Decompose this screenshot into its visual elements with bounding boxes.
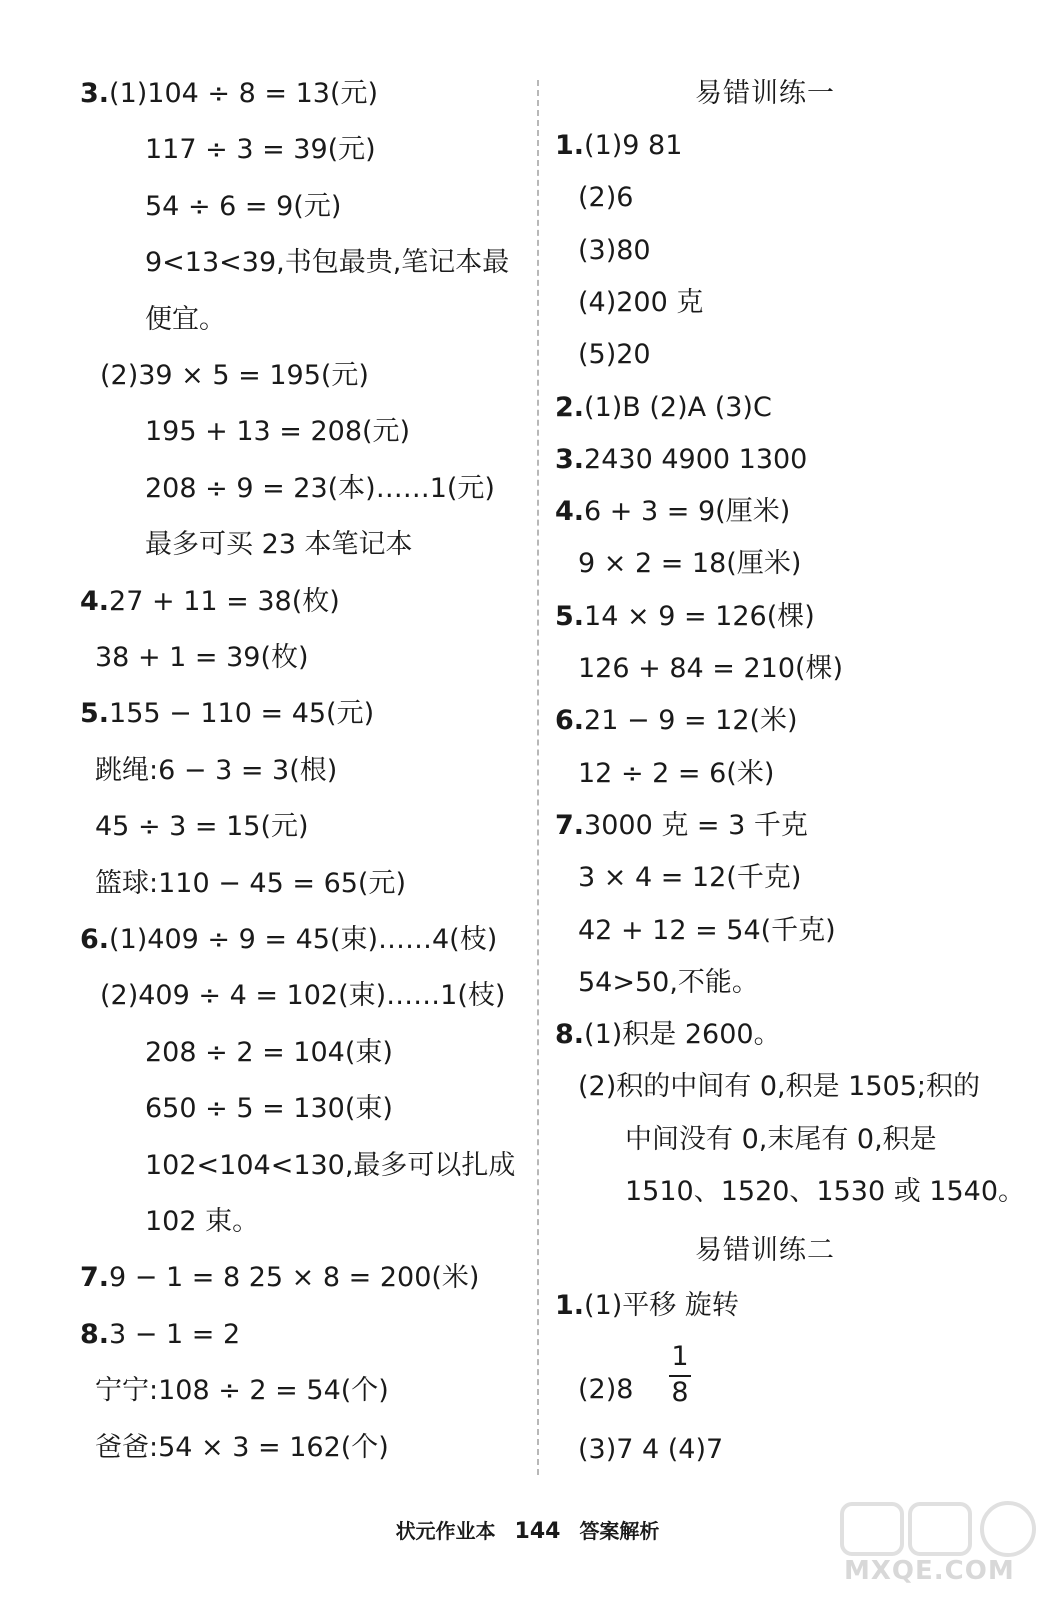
answer-line xyxy=(145,245,509,281)
answer-text: (2)409 ÷ 4 = 102(束)……1(枝) xyxy=(100,980,506,1011)
answer-line xyxy=(555,442,807,478)
answer-line xyxy=(95,866,406,902)
answer-text: 便宜。 xyxy=(145,304,226,335)
answer-text: (1)平移 旋转 xyxy=(584,1290,739,1321)
answer-text: 21 − 9 = 12(米) xyxy=(584,705,798,736)
answer-line xyxy=(100,978,505,1014)
answer-line xyxy=(578,546,801,582)
fraction-numerator: 1 xyxy=(671,1341,689,1372)
answer-text: 45 ÷ 3 = 15(元) xyxy=(95,811,309,842)
question-number: 5. xyxy=(555,601,585,632)
answer-text: 最多可买 23 本笔记本 xyxy=(145,529,413,560)
answer-text: 155 − 110 = 45(元) xyxy=(109,698,375,729)
answer-line xyxy=(578,337,651,373)
answer-line xyxy=(555,128,682,164)
answer-line xyxy=(95,1373,389,1409)
answer-line xyxy=(145,132,376,168)
answer-line xyxy=(95,753,337,789)
answer-text: 篮球:110 − 45 = 65(元) xyxy=(95,868,406,899)
question-number: 7. xyxy=(555,810,585,841)
question-number: 6. xyxy=(555,705,585,736)
answer-text: 12 ÷ 2 = 6(米) xyxy=(578,758,775,789)
answer-line xyxy=(625,1122,937,1158)
question-number: 3. xyxy=(80,78,110,109)
answer-line xyxy=(95,640,309,676)
page-number: 144 xyxy=(514,1519,561,1544)
answer-line xyxy=(555,494,790,530)
answer-text: 跳绳:6 − 3 = 3(根) xyxy=(95,755,338,786)
answer-line xyxy=(555,1017,781,1053)
answer-line xyxy=(578,285,703,321)
answer-text: (2)39 × 5 = 195(元) xyxy=(100,360,369,391)
answer-text: 38 + 1 = 39(枚) xyxy=(95,642,309,673)
answer-line xyxy=(555,808,808,844)
footer-book-title: 状元作业本 xyxy=(395,1519,496,1543)
answer-line xyxy=(145,527,413,563)
answer-text: 3 × 4 = 12(千克) xyxy=(578,862,802,893)
answer-line xyxy=(625,1174,1025,1210)
question-number: 4. xyxy=(555,496,585,527)
answer-line xyxy=(80,1317,240,1353)
question-number: 6. xyxy=(80,924,110,955)
answer-text: (1)104 ÷ 8 = 13(元) xyxy=(109,78,379,109)
answer-text: (2)积的中间有 0,积是 1505;积的 xyxy=(578,1071,980,1102)
answer-text: 102<104<130,最多可以扎成 xyxy=(145,1150,516,1181)
answer-text: 102 束。 xyxy=(145,1206,260,1237)
question-number: 4. xyxy=(80,586,110,617)
answer-line xyxy=(555,390,772,426)
answer-line xyxy=(578,1069,980,1105)
answer-line xyxy=(555,703,798,739)
answer-text: 9 × 2 = 18(厘米) xyxy=(578,548,802,579)
question-number: 8. xyxy=(555,1019,585,1050)
watermark-logo xyxy=(836,1500,1046,1592)
answer-line xyxy=(578,233,651,269)
answer-line xyxy=(578,180,633,216)
question-number: 3. xyxy=(555,444,585,475)
answer-text: 爸爸:54 × 3 = 162(个) xyxy=(95,1432,389,1463)
answer-text: 27 + 11 = 38(枚) xyxy=(109,586,340,617)
question-number: 1. xyxy=(555,1290,585,1321)
answer-line xyxy=(145,1091,393,1127)
answer-line xyxy=(80,1260,479,1296)
answer-text: 1510、1520、1530 或 1540。 xyxy=(625,1176,1026,1207)
answer-text: (5)20 xyxy=(578,339,651,370)
answer-text: 9 − 1 = 8 25 × 8 = 200(米) xyxy=(109,1262,480,1293)
answer-text: 54 ÷ 6 = 9(元) xyxy=(145,191,342,222)
answer-text: 126 + 84 = 210(棵) xyxy=(578,653,844,684)
question-number: 2. xyxy=(555,392,585,423)
answer-text: 195 + 13 = 208(元) xyxy=(145,416,411,447)
question-number: 1. xyxy=(555,130,585,161)
answer-line xyxy=(145,471,495,507)
answer-line xyxy=(578,913,836,949)
answer-text: (1)409 ÷ 9 = 45(束)……4(枝) xyxy=(109,924,498,955)
answer-text: 14 × 9 = 126(棵) xyxy=(584,601,815,632)
answer-line xyxy=(95,1430,389,1466)
answer-line xyxy=(578,651,843,687)
answer-line xyxy=(80,922,497,958)
watermark-text: MXQE.COM xyxy=(844,1556,1015,1586)
answer-line xyxy=(80,76,378,112)
answer-text: 2430 4900 1300 xyxy=(584,444,808,475)
question-number: 8. xyxy=(80,1319,110,1350)
answer-text: (3)80 xyxy=(578,235,651,266)
answer-line xyxy=(145,1148,515,1184)
answer-line xyxy=(100,358,369,394)
answer-text: (1)B (2)A (3)C xyxy=(584,392,772,423)
answer-text: 208 ÷ 9 = 23(本)……1(元) xyxy=(145,473,495,504)
question-number: 5. xyxy=(80,698,110,729)
watermark-stamp-icon xyxy=(836,1500,1046,1560)
answer-line xyxy=(578,756,774,792)
answer-line xyxy=(578,965,759,1001)
answer-text: 中间没有 0,末尾有 0,积是 xyxy=(625,1124,937,1155)
answer-text: 宁宁:108 ÷ 2 = 54(个) xyxy=(95,1375,389,1406)
answer-line xyxy=(145,189,341,225)
answer-line xyxy=(145,302,226,338)
answer-text: 117 ÷ 3 = 39(元) xyxy=(145,134,376,165)
answer-text: 54>50,不能。 xyxy=(578,967,759,998)
answer-text: 42 + 12 = 54(千克) xyxy=(578,915,836,946)
section-heading-1: 易错训练一 xyxy=(695,78,835,109)
answer-line xyxy=(555,599,815,635)
answer-text: 6 + 3 = 9(厘米) xyxy=(584,496,791,527)
answer-text: 208 ÷ 2 = 104(束) xyxy=(145,1037,393,1068)
answer-line xyxy=(80,584,340,620)
answer-text: (2)6 xyxy=(578,182,634,213)
answer-text: (1)积是 2600。 xyxy=(584,1019,781,1050)
answer-text: (3)7 4 (4)7 xyxy=(578,1434,724,1465)
answer-text: (1)9 81 xyxy=(584,130,683,161)
answer-line xyxy=(145,414,410,450)
column-divider xyxy=(537,80,539,1475)
answer-line xyxy=(95,809,309,845)
answer-line xyxy=(578,860,801,896)
answer-text: (4)200 克 xyxy=(578,287,704,318)
answer-line xyxy=(578,1372,633,1408)
question-number: 7. xyxy=(80,1262,110,1293)
answer-text: 9<13<39,书包最贵,笔记本最 xyxy=(145,247,510,278)
answer-text: (2)8 xyxy=(578,1374,634,1405)
answer-line xyxy=(145,1035,393,1071)
answer-text: 3 − 1 = 2 xyxy=(109,1319,241,1350)
answer-line xyxy=(145,1204,259,1240)
answer-line xyxy=(555,1288,739,1324)
answer-line xyxy=(578,1432,723,1468)
fraction-denominator: 8 xyxy=(671,1377,689,1408)
answer-line xyxy=(80,696,374,732)
footer-section-title: 答案解析 xyxy=(579,1519,660,1543)
section-heading-2: 易错训练二 xyxy=(695,1235,835,1266)
answer-text: 650 ÷ 5 = 130(束) xyxy=(145,1093,393,1124)
answer-text: 3000 克 = 3 千克 xyxy=(584,810,808,841)
